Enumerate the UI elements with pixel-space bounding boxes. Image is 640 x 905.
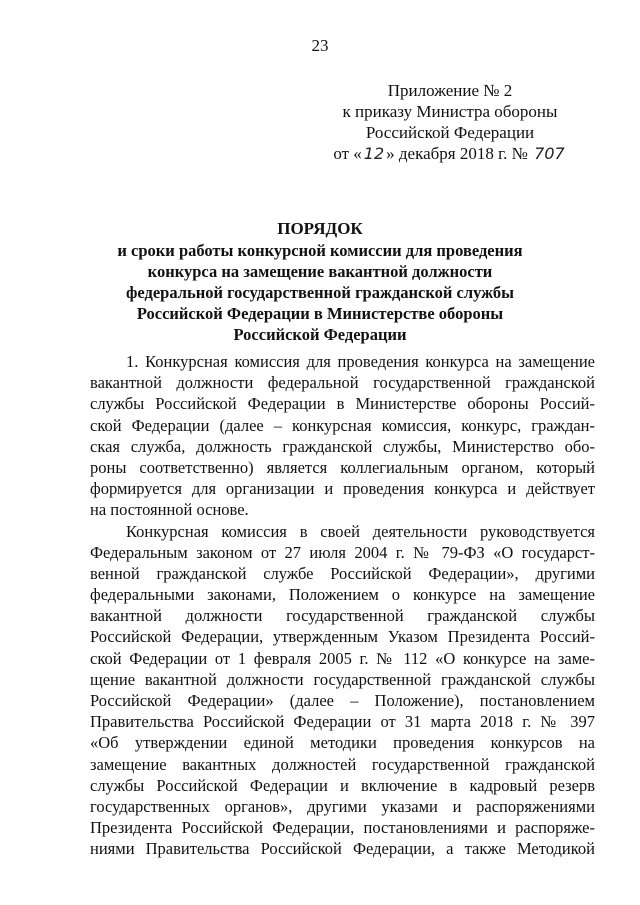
paragraph-2 bbox=[90, 521, 595, 860]
text-line: федеральными законами, Положением о конкурсе на замещение bbox=[90, 585, 595, 605]
appendix-title: Приложение № 2 bbox=[387, 81, 513, 100]
title-main: ПОРЯДОК bbox=[277, 219, 363, 238]
text-line: Правительства Российской Федерации от 31 марта 2018 г. № 397 bbox=[90, 712, 595, 732]
text-line: вакантной должности федеральной государственной гражданской bbox=[90, 373, 595, 393]
text-line: Российской Федерации, утвержденным Указом Президента Россий- bbox=[90, 627, 595, 647]
appendix-date-line bbox=[300, 143, 600, 164]
text-line: Федеральным законом от 27 июля 2004 г. № 79-ФЗ «О государст- bbox=[90, 542, 595, 562]
text-line: Президента Российской Федерации, постановлениями и распоряже- bbox=[90, 818, 595, 838]
paragraph-1 bbox=[90, 351, 595, 521]
appendix-header bbox=[300, 80, 600, 164]
date-prefix: от « bbox=[333, 144, 362, 163]
text-line: ская служба, должность гражданской службы, Министерство обо- bbox=[90, 436, 595, 456]
text-line: венной гражданской службе Российской Федерации», другими bbox=[90, 563, 595, 583]
text-line: службы Российской Федерации в Министерстве обороны Россий- bbox=[90, 394, 595, 414]
text-line: «Об утверждении единой методики проведения конкурсов на bbox=[90, 733, 595, 753]
text-line: Конкурсная комиссия в своей деятельности руководствуется bbox=[126, 521, 595, 541]
handwritten-day: 12 bbox=[363, 144, 385, 163]
text-line: формируется для организации и проведения конкурса и действует bbox=[90, 479, 595, 499]
text-line: службы Российской Федерации и включение в кадровый резерв bbox=[90, 775, 595, 795]
title-line: Российской Федерации bbox=[233, 325, 407, 344]
title-line: федеральной государственной гражданской службы bbox=[125, 283, 515, 302]
appendix-federation: Российской Федерации bbox=[365, 123, 535, 142]
title-line: Российской Федерации в Министерстве обороны bbox=[136, 304, 504, 323]
text-line: замещение вакантных должностей государственной гражданской bbox=[90, 754, 595, 774]
page-number: 23 bbox=[311, 36, 329, 55]
text-line: на постоянной основе. bbox=[90, 500, 249, 520]
document-body bbox=[90, 351, 595, 860]
appendix-order-ref: к приказу Министра обороны bbox=[342, 102, 558, 121]
document-title bbox=[100, 218, 540, 345]
text-line: щение вакантной должности государственной гражданской службы bbox=[90, 669, 595, 689]
text-line: ской Федерации (далее – конкурсная комиссия, конкурс, граждан- bbox=[90, 415, 595, 435]
text-line: роны соответственно) является коллегиальным органом, который bbox=[90, 457, 595, 477]
text-line: ниями Правительства Российской Федерации, а также Методикой bbox=[90, 839, 595, 859]
text-line: ской Федерации от 1 февраля 2005 г. № 112 «О конкурсе на заме- bbox=[90, 648, 595, 668]
handwritten-order-number: 707 bbox=[534, 144, 565, 163]
text-line: Российской Федерации» (далее – Положение), постановлением bbox=[90, 691, 595, 710]
title-line: конкурса на замещение вакантной должности bbox=[147, 262, 493, 281]
text-line: 1. Конкурсная комиссия для проведения конкурса на замещение bbox=[126, 352, 595, 371]
title-line: и сроки работы конкурсной комиссии для проведения bbox=[117, 241, 523, 260]
date-middle: » декабря 2018 г. № bbox=[386, 144, 528, 163]
text-line: государственных органов», другими указами и распоряжениями bbox=[90, 796, 595, 816]
text-line: вакантной должности государственной гражданской службы bbox=[90, 606, 595, 626]
